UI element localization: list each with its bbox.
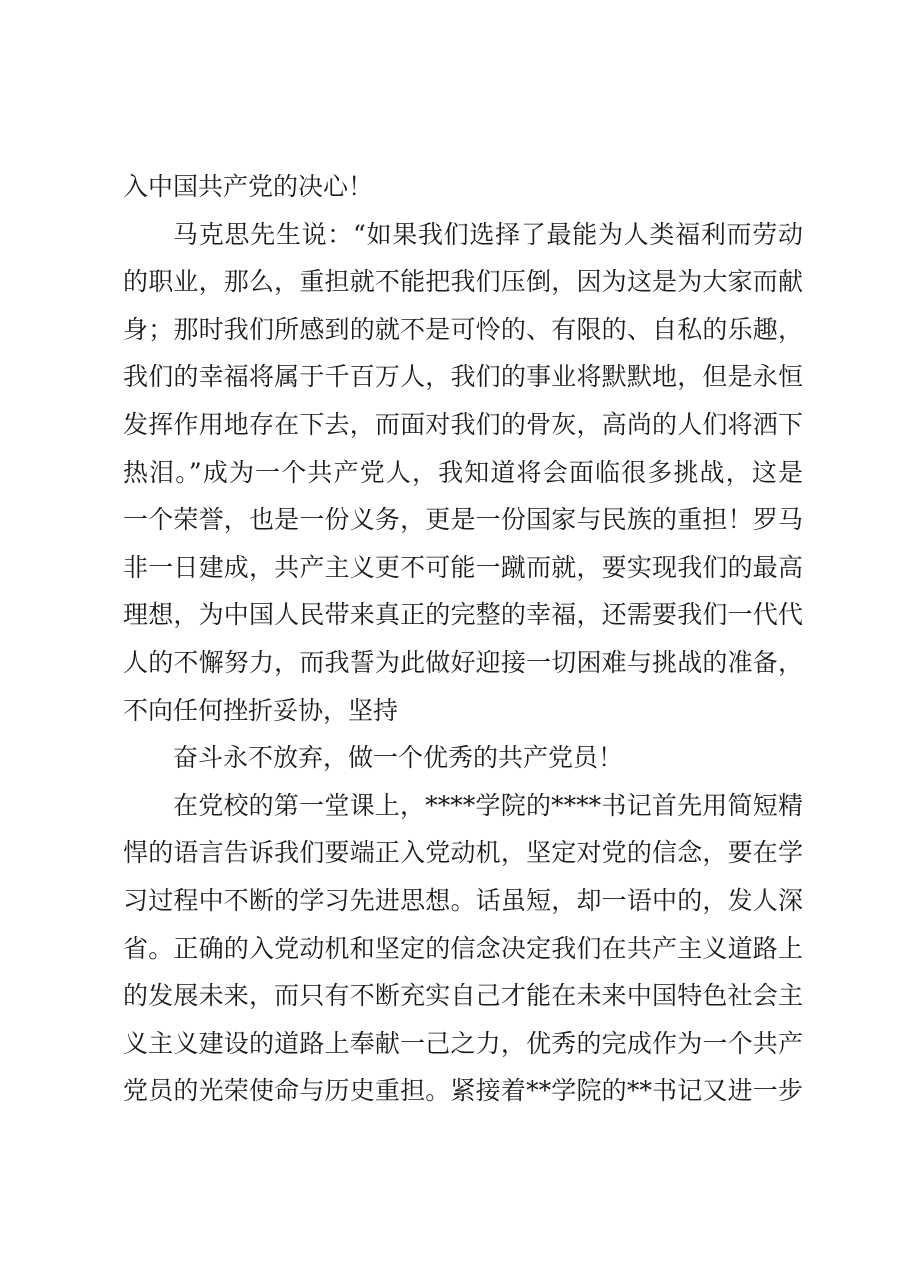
text-line: 身；那时我们所感到的就不是可怜的、有限的、自私的乐趣， bbox=[123, 314, 803, 344]
text-line: 理想，为中国人民带来真正的完整的幸福，还需要我们一代代 bbox=[123, 600, 803, 630]
text-line: 习过程中不断的学习先进思想。话虽短，却一语中的，发人深 bbox=[123, 885, 803, 915]
text-line: 奋斗永不放弃，做一个优秀的共产党员！ bbox=[173, 743, 624, 773]
text-line: 马克思先生说：“如果我们选择了最能为人类福利而劳动 bbox=[173, 219, 803, 249]
text-line: 悍的语言告诉我们要端正入党动机，坚定对党的信念，要在学 bbox=[123, 838, 803, 868]
text-line: 非一日建成，共产主义更不可能一蹴而就，要实现我们的最高 bbox=[123, 552, 803, 582]
text-line: 党员的光荣使命与历史重担。紧接着**学院的**书记又进一步 bbox=[123, 1076, 803, 1106]
body-text bbox=[123, 163, 803, 1115]
text-line: 省。正确的入党动机和坚定的信念决定我们在共产主义道路上 bbox=[123, 933, 803, 963]
text-line: 发挥作用地存在下去，而面对我们的骨灰，高尚的人们将洒下 bbox=[123, 409, 803, 439]
text-line: 的职业，那么，重担就不能把我们压倒，因为这是为大家而献 bbox=[123, 267, 803, 297]
text-line: 热泪。”成为一个共产党人，我知道将会面临很多挑战，这是 bbox=[123, 457, 803, 487]
text-line: 一个荣誉，也是一份义务，更是一份国家与民族的重担！罗马 bbox=[123, 505, 803, 535]
text-line: 在党校的第一堂课上，****学院的****书记首先用简短精 bbox=[173, 790, 803, 820]
text-line: 人的不懈努力，而我誓为此做好迎接一切困难与挑战的准备， bbox=[123, 647, 803, 677]
text-line: 入中国共产党的决心！ bbox=[123, 172, 374, 201]
text-line: 我们的幸福将属于千百万人，我们的事业将默默地，但是永恒 bbox=[123, 362, 803, 392]
text-line: 义主义建设的道路上奉献一己之力，优秀的完成作为一个共产 bbox=[123, 1028, 803, 1058]
text-line: 不向任何挫折妥协，坚持 bbox=[123, 695, 399, 725]
text-line: 的发展未来，而只有不断充实自己才能在未来中国特色社会主 bbox=[123, 981, 803, 1011]
